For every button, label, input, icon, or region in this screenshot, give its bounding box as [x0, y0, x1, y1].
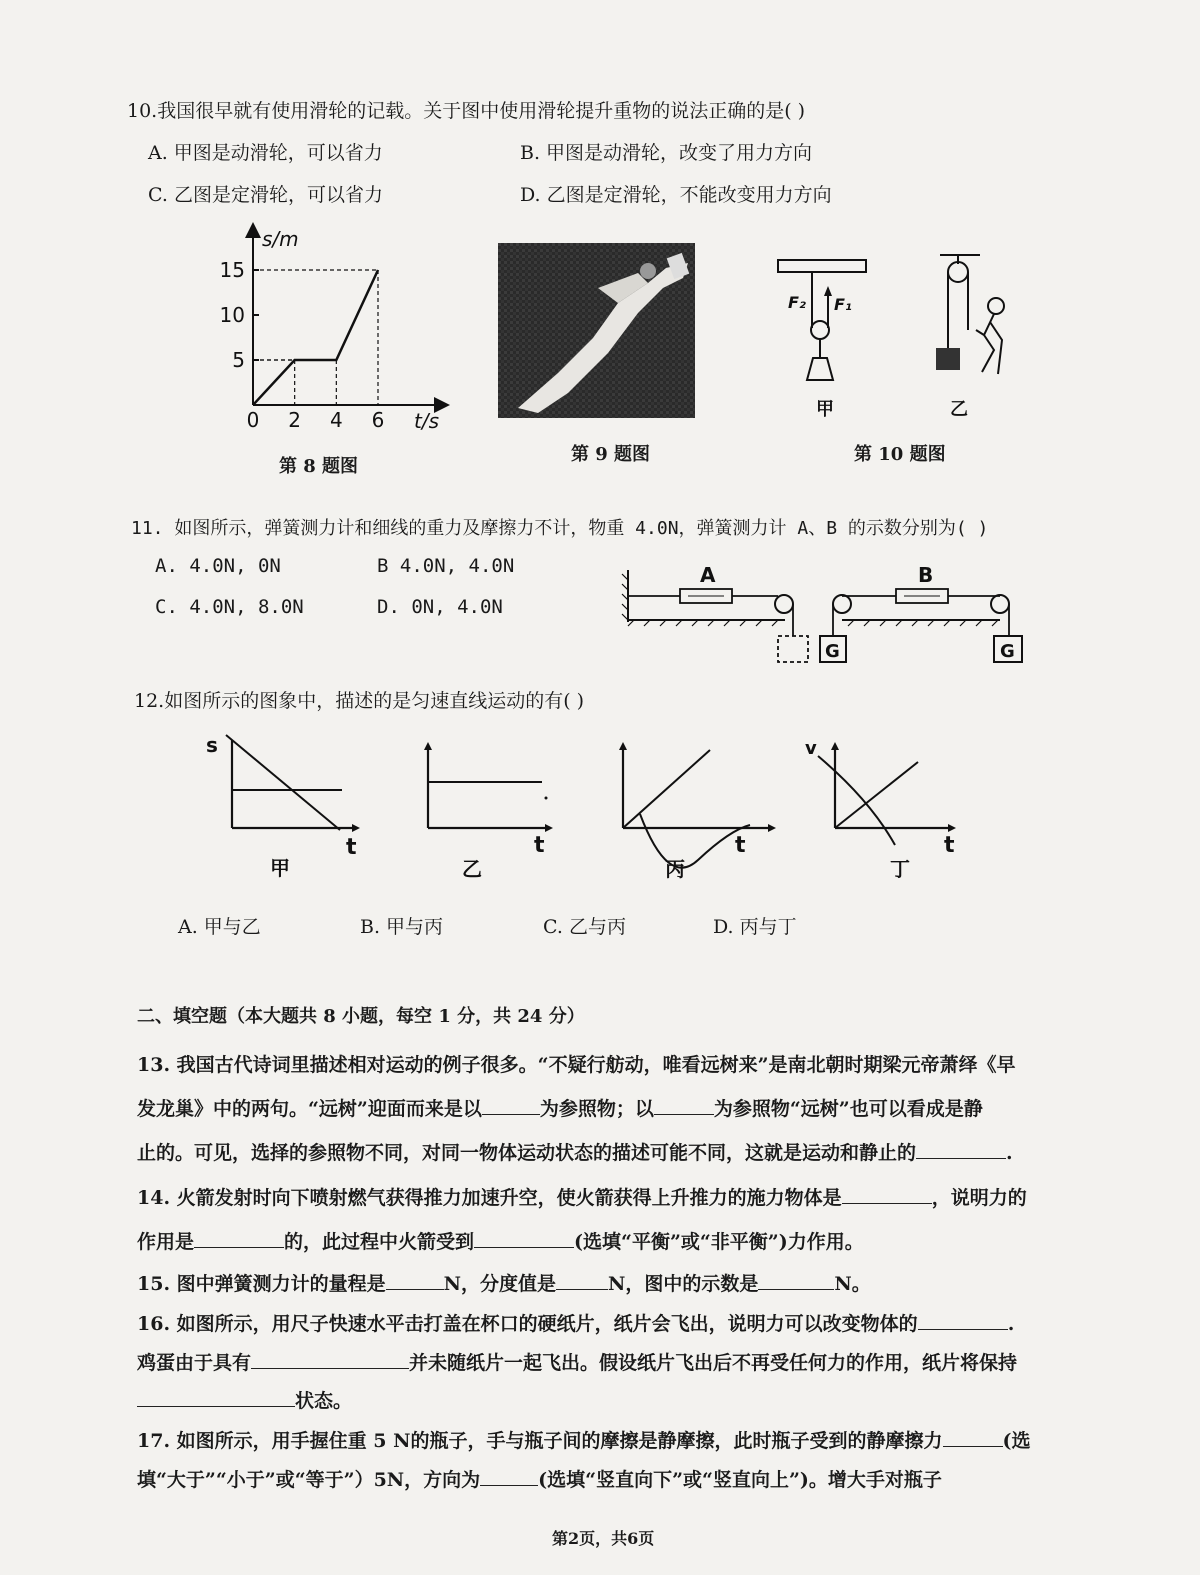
- q13-line2-b: 为参照物；以: [539, 1098, 654, 1120]
- q13-blank-1[interactable]: [482, 1096, 540, 1115]
- q15-blank-1[interactable]: [386, 1271, 444, 1290]
- q14-line1: [137, 1183, 1027, 1210]
- fig8-caption: 第 8 题图: [279, 456, 359, 477]
- q13-line2-a: 发龙巢》中的两句。“远树”迎面而来是以: [137, 1098, 482, 1120]
- q15-line: [137, 1269, 871, 1296]
- q13-line3-a: 止的。可见，选择的参照物不同，对同一物体运动状态的描述可能不同，这就是运动和静止的: [137, 1142, 917, 1164]
- q16-line2-a: 鸡蛋由于具有: [137, 1352, 252, 1374]
- q12-option-b: B. 甲与丙: [360, 916, 444, 938]
- q15-blank-3[interactable]: [758, 1271, 834, 1290]
- q12-stem: 12.如图所示的图象中，描述的是匀速直线运动的有( ): [134, 690, 585, 712]
- q16-blank-2[interactable]: [251, 1350, 409, 1369]
- fig10-pulleys: [770, 250, 1040, 425]
- q11-weight-left: G: [825, 641, 840, 662]
- q13-line3-b: .: [1006, 1142, 1013, 1164]
- fig8-ytick-label: 10: [219, 303, 245, 327]
- fig8-xtick-label: 4: [329, 408, 343, 432]
- q15-c: N，图中的示数是: [608, 1273, 759, 1295]
- q12-graph-jia: [206, 733, 360, 880]
- q14-line1-a: 14. 火箭发射时向下喷射燃气获得推力加速升空，使火箭获得上升推力的施力物体是: [137, 1187, 842, 1209]
- fig10-caption: 第 10 题图: [854, 444, 946, 465]
- q11-stem: 11. 如图所示，弹簧测力计和细线的重力及摩擦力不计，物重 4.0N，弹簧测力计 A、B 的示数分别为( ): [131, 518, 989, 539]
- fig8-series-line: [253, 270, 378, 405]
- q10-option-b: B. 甲图是动滑轮，改变了用力方向: [520, 142, 813, 164]
- fig10-jia-label: 甲: [816, 399, 834, 420]
- q12-ding-axis-y: v: [805, 738, 817, 759]
- q12-graph-bing: [619, 742, 776, 881]
- q10-stem: 10.我国很早就有使用滑轮的记载。关于图中使用滑轮提升重物的说法正确的是( ): [127, 100, 806, 122]
- q12-option-c: C. 乙与丙: [543, 916, 626, 938]
- q12-ding-axis-x: t: [944, 833, 955, 858]
- q14-line2-b: 的，此过程中火箭受到: [284, 1231, 475, 1253]
- q16-line3: [137, 1386, 352, 1413]
- q15-d: N。: [834, 1273, 871, 1295]
- q11-option-c: C. 4.0N, 8.0N: [155, 596, 304, 618]
- fig8-xtick-label: 0: [246, 408, 260, 432]
- fig8-xtick-label: 6: [371, 408, 385, 432]
- q11-option-a: A. 4.0N, 0N: [155, 555, 281, 577]
- q10-option-c: C. 乙图是定滑轮，可以省力: [148, 184, 383, 206]
- q14-blank-1[interactable]: [842, 1185, 932, 1204]
- fig8-chart: [210, 222, 460, 434]
- q12-bing-axis-x: t: [735, 833, 746, 858]
- q12-graphs: [190, 730, 980, 890]
- q16-line3-text: 状态。: [295, 1390, 353, 1412]
- q12-graph-ding: [805, 738, 956, 881]
- q17-blank-1[interactable]: [943, 1428, 1003, 1447]
- q14-blank-2[interactable]: [194, 1229, 284, 1248]
- q11-option-d: D. 0N, 4.0N: [377, 596, 503, 618]
- q12-yi-name: 乙: [462, 857, 482, 881]
- q14-line2-c: (选填“平衡”或“非平衡”)力作用。: [574, 1231, 864, 1253]
- q12-jia-name: 甲: [270, 856, 290, 880]
- page-footer: 第2页，共6页: [552, 1529, 655, 1548]
- q15-a: 15. 图中弹簧测力计的量程是: [137, 1273, 386, 1295]
- q12-graph-yi: [424, 742, 553, 881]
- fig8-xlabel: t/s: [414, 409, 439, 433]
- q17-line1-b: (选: [1002, 1430, 1031, 1452]
- q11-figure: [620, 560, 1035, 670]
- q17-line2-a: 填“大于”“小于”或“等于”）5N，方向为: [137, 1469, 481, 1491]
- q12-option-d: D. 丙与丁: [713, 916, 797, 938]
- q16-line1-a: 16. 如图所示，用尺子快速水平击打盖在杯口的硬纸片，纸片会飞出，说明力可以改变物体的: [137, 1313, 918, 1335]
- q16-line2-b: 并未随纸片一起飞出。假设纸片飞出后不再受任何力的作用，纸片将保持: [409, 1352, 1018, 1374]
- q13-line2-c: 为参照物“远树”也可以看成是静: [713, 1098, 983, 1120]
- q16-line1: [137, 1309, 1014, 1336]
- q14-line2: [137, 1227, 864, 1254]
- fig8-ytick-label: 5: [232, 348, 245, 372]
- fig10-f2-label: F₂: [788, 293, 806, 312]
- q10-option-a: A. 甲图是动滑轮，可以省力: [148, 142, 383, 164]
- q17-line2-b: (选填“竖直向下”或“竖直向上”)。增大手对瓶子: [538, 1469, 942, 1491]
- q16-blank-1[interactable]: [918, 1311, 1008, 1330]
- fig8-xtick-label: 2: [288, 408, 302, 432]
- fig9-photo: [498, 243, 695, 418]
- q12-yi-axis-x: t: [534, 833, 545, 858]
- q13-blank-2[interactable]: [654, 1096, 714, 1115]
- q16-line2: [137, 1348, 1017, 1375]
- section2-title: 二、填空题（本大题共 8 小题，每空 1 分，共 24 分）: [137, 1006, 585, 1027]
- q12-jia-axis-y: s: [206, 733, 218, 757]
- q17-blank-2[interactable]: [480, 1467, 538, 1486]
- q13-line3: [137, 1138, 1013, 1165]
- q15-b: N，分度值是: [443, 1273, 557, 1295]
- q14-line2-a: 作用是: [137, 1231, 195, 1253]
- fig8-ytick-label: 15: [219, 258, 245, 282]
- q17-line1: [137, 1426, 1031, 1453]
- fig10-f1-label: F₁: [834, 295, 852, 314]
- q11-label-a: A: [700, 563, 716, 587]
- q14-blank-3[interactable]: [474, 1229, 574, 1248]
- q17-line2: [137, 1465, 942, 1492]
- fig9-caption: 第 9 题图: [571, 444, 651, 465]
- q11-option-b: B 4.0N, 4.0N: [377, 555, 515, 577]
- q14-line1-b: ，说明力的: [931, 1187, 1027, 1209]
- q10-option-d: D. 乙图是定滑轮，不能改变用力方向: [520, 184, 832, 206]
- q12-jia-axis-x: t: [346, 835, 357, 860]
- q12-ding-name: 丁: [890, 857, 910, 881]
- q13-line1: 13. 我国古代诗词里描述相对运动的例子很多。“不疑行舫动，唯看远树来”是南北朝时期梁元帝萧绎《早: [137, 1054, 1016, 1076]
- q11-label-b: B: [918, 563, 934, 587]
- q11-weight-right: G: [1000, 641, 1015, 662]
- q13-blank-3[interactable]: [916, 1140, 1006, 1159]
- q12-option-a: A. 甲与乙: [178, 916, 261, 938]
- q16-blank-3[interactable]: [137, 1388, 295, 1407]
- fig8-ylabel: s/m: [262, 227, 299, 251]
- fig10-yi-label: 乙: [950, 399, 968, 420]
- q16-line1-b: .: [1007, 1313, 1015, 1335]
- q13-line2: [137, 1094, 983, 1121]
- q12-bing-name: 丙: [665, 857, 685, 881]
- q17-line1-a: 17. 如图所示，用手握住重 5 N的瓶子，手与瓶子间的摩擦是静摩擦，此时瓶子受到的静摩擦力: [137, 1430, 943, 1452]
- q15-blank-2[interactable]: [556, 1271, 608, 1290]
